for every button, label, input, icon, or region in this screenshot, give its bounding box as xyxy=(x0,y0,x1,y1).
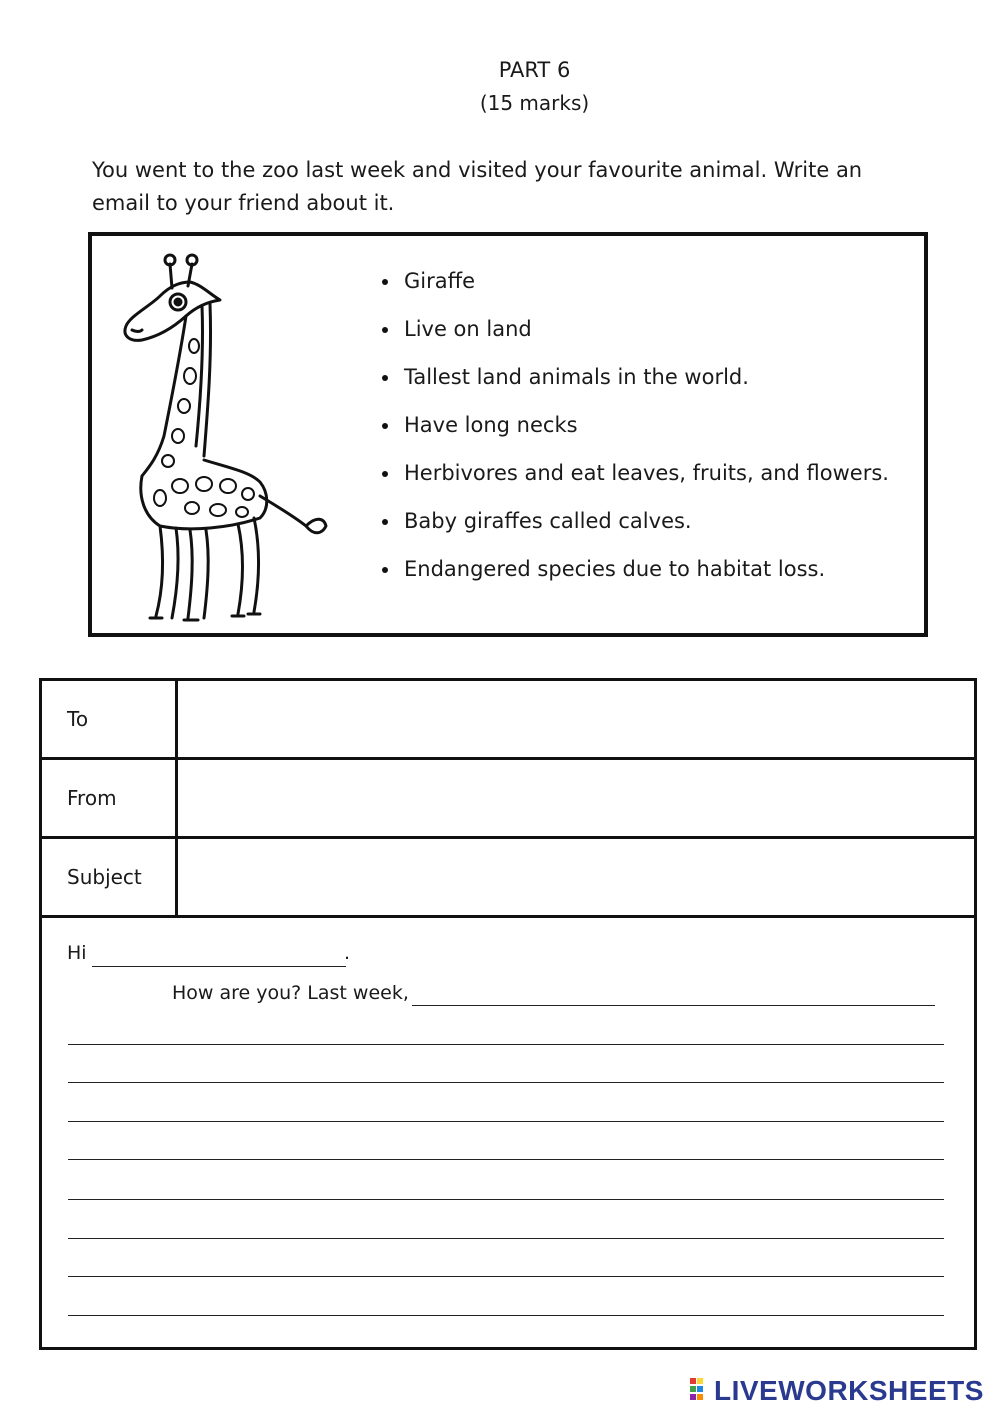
subject-row xyxy=(42,839,974,918)
fact-item: Baby giraffes called calves. xyxy=(380,506,889,554)
fact-item: Endangered species due to habitat loss. xyxy=(380,554,889,602)
brand-name: LIVEWORKSHEETS xyxy=(714,1375,984,1406)
info-box xyxy=(88,232,928,637)
subject-label: Subject xyxy=(42,839,178,915)
to-row xyxy=(42,681,974,760)
to-label: To xyxy=(42,681,178,757)
liveworksheets-logo-icon xyxy=(690,1378,710,1400)
writing-line[interactable] xyxy=(68,1044,944,1045)
fact-item: Live on land xyxy=(380,314,889,362)
opening-blank[interactable] xyxy=(412,1005,935,1006)
fact-item: Have long necks xyxy=(380,410,889,458)
writing-line[interactable] xyxy=(68,1199,944,1200)
from-field[interactable] xyxy=(181,760,974,836)
writing-line[interactable] xyxy=(68,1238,944,1239)
marks-label: (15 marks) xyxy=(479,91,590,115)
from-row xyxy=(42,760,974,839)
part-title: PART 6 xyxy=(498,58,571,82)
greeting-label: Hi xyxy=(67,942,87,964)
greeting-blank[interactable] xyxy=(92,966,346,967)
fact-item: Herbivores and eat leaves, fruits, and flowers. xyxy=(380,458,889,506)
greeting-period: . xyxy=(344,942,351,964)
footer-brand xyxy=(690,1374,990,1408)
to-field[interactable] xyxy=(181,681,974,757)
email-form xyxy=(39,678,977,1350)
writing-line[interactable] xyxy=(68,1121,944,1122)
writing-line[interactable] xyxy=(68,1082,944,1083)
from-label: From xyxy=(42,760,178,836)
opening-text: How are you? Last week, xyxy=(172,982,409,1004)
writing-line[interactable] xyxy=(68,1315,944,1316)
fact-item: Giraffe xyxy=(380,266,889,314)
subject-field[interactable] xyxy=(181,839,974,915)
facts-list xyxy=(380,266,889,602)
email-body xyxy=(42,918,974,1347)
writing-line[interactable] xyxy=(68,1159,944,1160)
fact-item: Tallest land animals in the world. xyxy=(380,362,889,410)
writing-line[interactable] xyxy=(68,1276,944,1277)
task-instruction: You went to the zoo last week and visited your favourite animal. Write an email to your friend about it. xyxy=(92,158,863,215)
giraffe-illustration xyxy=(120,246,340,626)
